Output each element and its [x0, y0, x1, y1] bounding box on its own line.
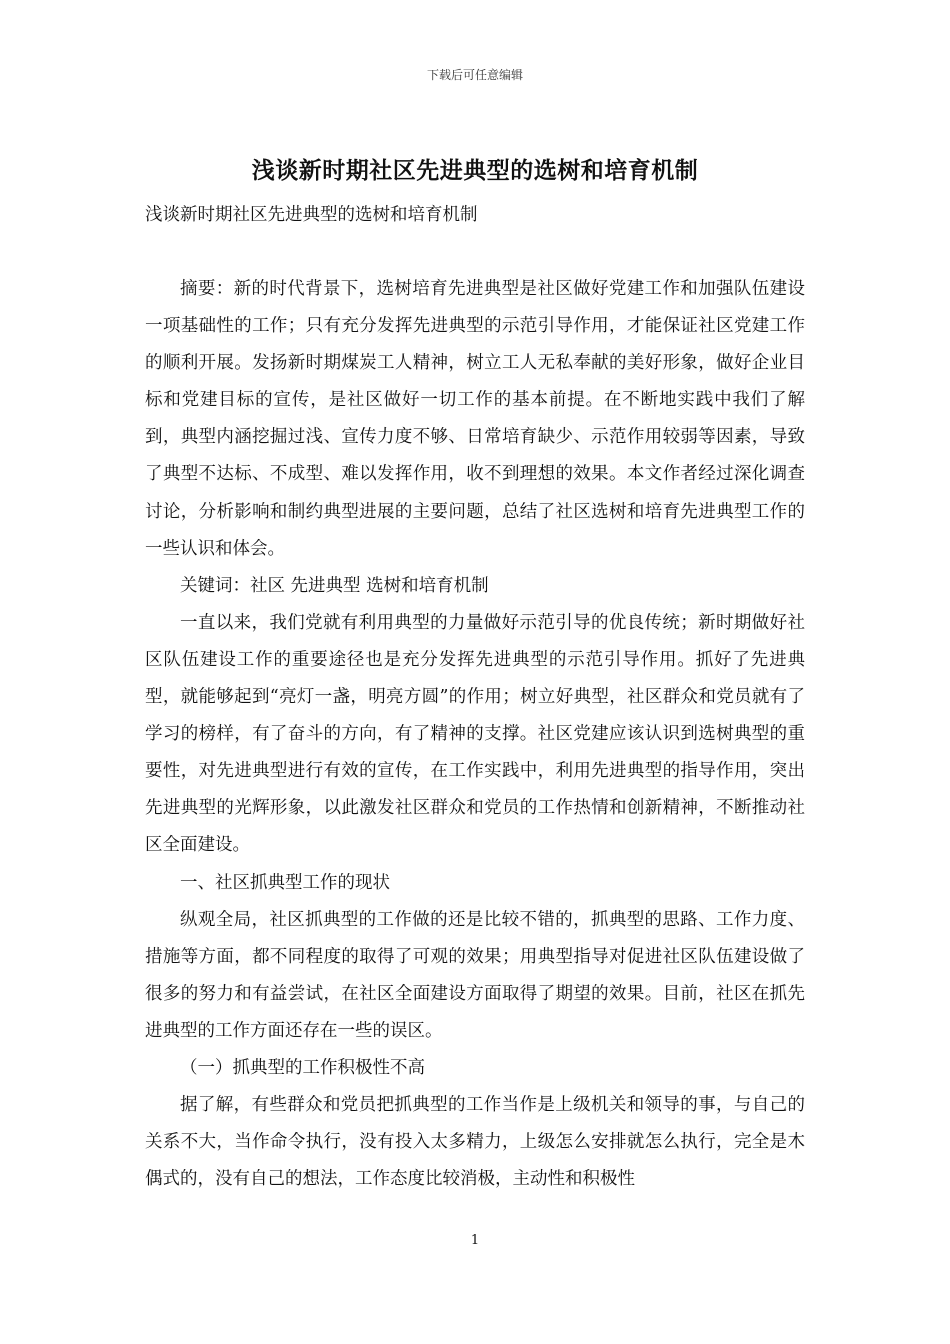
download-note: 下载后可任意编辑 — [426, 68, 523, 82]
document-body — [145, 271, 805, 1198]
subsection-heading: （一）抓典型的工作积极性不高 — [180, 1057, 425, 1078]
body-paragraph: 据了解，有些群众和党员把抓典型的工作当作是上级机关和领导的事，与自己的关系不大，当作命令执行，没有投入太多精力，上级怎么安排就怎么执行，完全是木偶式的，没有自己的想法，工作态度比较消极，主动性和积极性 — [145, 1095, 805, 1190]
page-number: 1 — [470, 1233, 480, 1248]
keywords-paragraph: 关键词：社区 先进典型 选树和培育机制 — [180, 575, 489, 596]
body-paragraph: 纵观全局，社区抓典型的工作做的还是比较不错的，抓典型的思路、工作力度、措施等方面，都不同程度的取得了可观的效果；用典型指导对促进社区队伍建设做了很多的努力和有益尝试，在社区全面建设方面取得了期望的效果。目前，社区在抓先进典型的工作方面还存在一些的误区。 — [145, 909, 805, 1041]
document-title: 浅谈新时期社区先进典型的选树和培育机制 — [251, 157, 699, 184]
abstract-paragraph: 摘要：新的时代背景下，选树培育先进典型是社区做好党建工作和加强队伍建设一项基础性的工作；只有充分发挥先进典型的示范引导作用，才能保证社区党建工作的顺利开展。发扬新时期煤炭工人精神，树立工人无私奉献的美好形象，做好企业目标和党建目标的宣传，是社区做好一切工作的基本前提。在不断地实践中我们了解到，典型内涵挖掘过浅、宣传力度不够、日常培育缺少、示范作用较弱等因素，导致了典型不达标、不成型、难以发挥作用，收不到理想的效果。本文作者经过深化调查讨论，分析影响和制约典型进展的主要问题，总结了社区选树和培育先进典型工作的一些认识和体会。 — [145, 279, 805, 559]
intro-paragraph: 一直以来，我们党就有利用典型的力量做好示范引导的优良传统；新时期做好社区队伍建设工作的重要途径也是充分发挥先进典型的示范引导作用。抓好了先进典型，就能够起到“亮灯一盏，明亮方圆”的作用；树立好典型，社区群众和党员就有了学习的榜样，有了奋斗的方向，有了精神的支撑。社区党建应该认识到选树典型的重要性，对先进典型进行有效的宣传，在工作实践中，利用先进典型的指导作用，突出先进典型的光辉形象，以此激发社区群众和党员的工作热情和创新精神，不断推动社区全面建设。 — [145, 612, 805, 856]
section-heading: 一、社区抓典型工作的现状 — [180, 872, 390, 893]
document-subtitle: 浅谈新时期社区先进典型的选树和培育机制 — [145, 205, 478, 225]
